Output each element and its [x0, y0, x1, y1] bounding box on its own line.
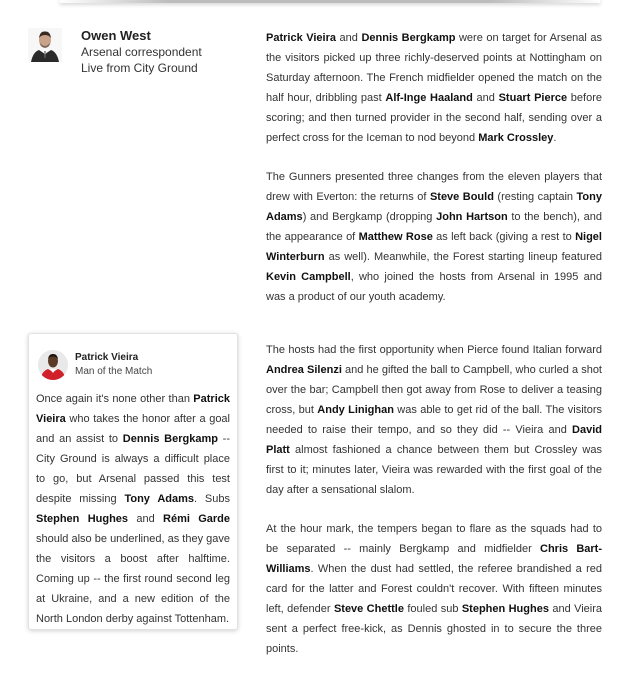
match-report [266, 28, 602, 678]
player-name: Matthew Rose [358, 231, 433, 243]
motm-player-name: Patrick Vieira [75, 352, 139, 363]
man-of-the-match-card [28, 333, 238, 630]
player-name: Kevin Campbell [266, 271, 351, 283]
author-photo [28, 28, 62, 62]
player-name: Tony Adams [266, 191, 602, 223]
player-name: Steve Bould [429, 191, 494, 203]
top-divider [60, 0, 600, 3]
author-role: Arsenal correspondent [81, 45, 202, 59]
motm-body: Once again it's none other than Patrick Vieira who takes the honor after a goal and an assist to Dennis Bergkamp -- City Ground is always a difficult place to go, but Arsenal passed this test despite missing Tony Adams. Subs Stephen Hughes and Rémi Garde should also be underlined, as they gave the visitors a boost after halftime. Coming up -- the first round second leg at Ukraine, and a new edition of the North London derby against Tottenham. [36, 393, 231, 625]
player-name: Nigel Winterburn [266, 231, 602, 263]
player-name: Chris Bart-Williams [266, 543, 603, 575]
player-name: David Platt [266, 424, 602, 456]
player-name: Dennis Bergkamp [122, 433, 218, 445]
article-paragraph: At the hour mark, the tempers began to flare as the squads had to be separated -- mainly Bergkamp and midfielder Chris Bart-Williams. When the dust had settled, the referee brandished a red card for the latter and Forest couldn't recover. With fifteen minutes left, defender Steve Chettle fouled sub Stephen Hughes and Vieira sent a perfect free-kick, as Dennis ghosted in to secure the three points. [266, 523, 603, 655]
player-name: Patrick Vieira [36, 393, 230, 425]
motm-caption: Man of the Match [75, 366, 153, 377]
player-name: John Hartson [436, 211, 508, 223]
player-name: Stephen Hughes [461, 603, 549, 615]
player-name: Steve Chettle [333, 603, 404, 615]
article-paragraph: The Gunners presented three changes from the eleven players that drew with Everton: the returns of Steve Bould (resting captain Tony Adams) and Bergkamp (dropping John Hartson to the bench), and the appearance of Matthew Rose as left back (giving a rest to Nigel Winterburn as well). Meanwhile, the Forest starting lineup featured Kevin Campbell, who joined the hosts from Arsenal in 1995 and was a product of our youth academy. [266, 171, 602, 303]
article-paragraph: Patrick Vieira and Dennis Bergkamp were on target for Arsenal as the visitors picked up three richly-deserved points at Nottingham on Saturday afternoon. The French midfielder opened the match on the half hour, dribbling past Alf-Inge Haaland and Stuart Pierce before scoring; and then turned provider in the second half, sending over a perfect cross for the Iceman to nod beyond Mark Crossley. [266, 32, 603, 144]
author-location: Live from City Ground [81, 61, 198, 75]
author-name: Owen West [81, 28, 151, 43]
player-name: Rémi Garde [163, 513, 231, 525]
player-name: Andrea Silenzi [266, 364, 342, 376]
player-name: Dennis Bergkamp [361, 32, 456, 44]
player-name: Tony Adams [124, 493, 195, 505]
player-name: Stuart Pierce [498, 92, 568, 104]
player-name: Stephen Hughes [36, 513, 129, 525]
player-name: Mark Crossley [478, 132, 554, 144]
player-name: Patrick Vieira [266, 32, 336, 44]
player-name: Alf-Inge Haaland [385, 92, 473, 104]
article-paragraph: The hosts had the first opportunity when Pierce found Italian forward Andrea Silenzi and he gifted the ball to Campbell, who curled a shot over the bar; Campbell then got away from Rose to deliver a teasing cross, but Andy Linighan was able to get rid of the ball. The visitors needed to raise their tempo, and so they did -- Vieira and David Platt almost fashioned a chance between them but Crossley was first to it; minutes later, Vieira was rewarded with the first goal of the day after a sensational slalom. [266, 344, 602, 496]
player-name: Andy Linighan [317, 404, 394, 416]
player-avatar [38, 350, 68, 380]
